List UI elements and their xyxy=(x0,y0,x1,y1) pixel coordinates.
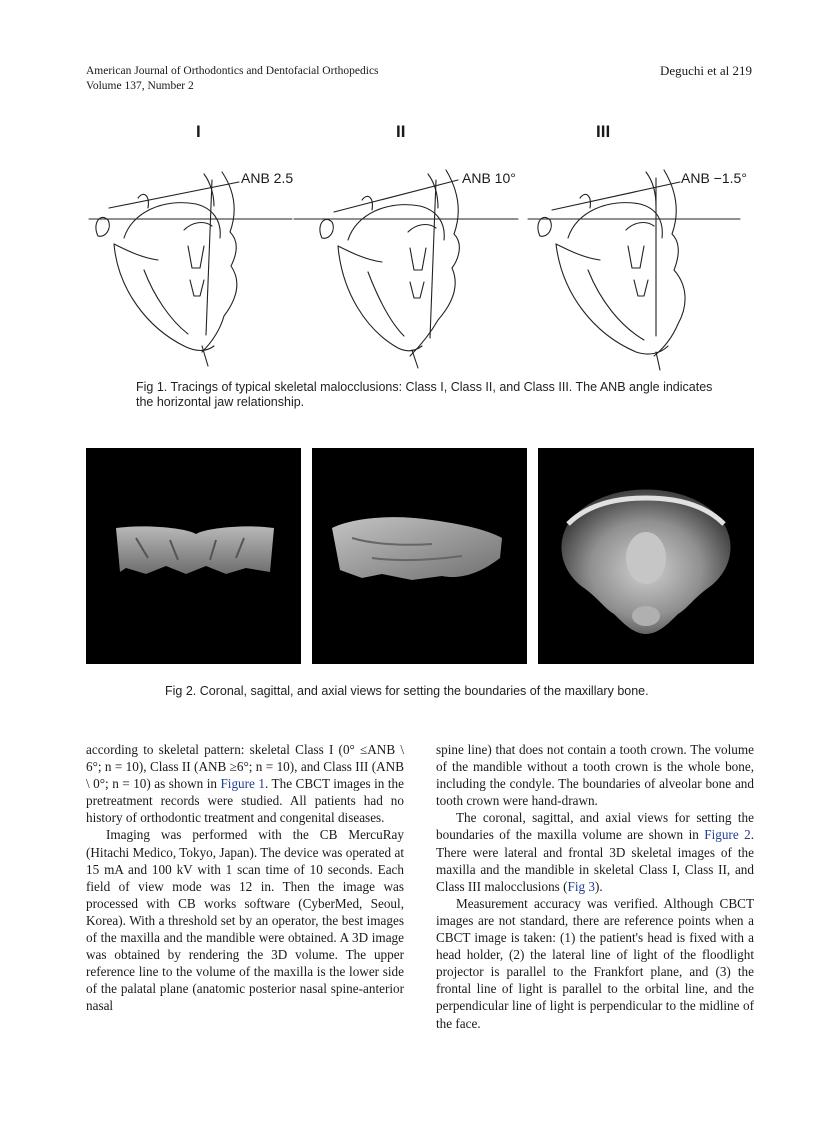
sagittal-view-image xyxy=(312,448,527,664)
sagittal-bone-render xyxy=(312,448,527,664)
anb-label-1: ANB 2.5 xyxy=(241,170,294,186)
skull-tracing-class-3 xyxy=(528,170,740,370)
paragraph: Measurement accuracy was verified. Although CBCT images are not standard, there are reference points when a CBCT image is taken: (1) the patient's head is fixed with a head holder, (2) the lateral line of light of the floodlight projector is parallel to the Frankfort plane, and (3) the frontal line of light is parallel to the orbital line, and the perpendicular line of light is perpendicular to the midline of the face. xyxy=(436,895,754,1031)
skull-tracing-class-2 xyxy=(294,170,518,368)
anb-label-2: ANB 10° xyxy=(462,170,516,186)
paragraph: according to skeletal pattern: skeletal Class I (0° ≤ANB \ 6°; n = 10), Class II (ANB ≥6°; n = 10), and Class III (ANB \ 0°; n = 10) as shown in Figure 1. The CBCT images in the pretreatment records were studied. All patients had no history of orthodontic treatment and congenital diseases. xyxy=(86,742,404,826)
skull-tracing-class-1 xyxy=(89,172,292,366)
axial-bone-render xyxy=(538,448,754,664)
journal-volume: Volume 137, Number 2 xyxy=(86,80,194,92)
coronal-bone-render xyxy=(86,448,301,664)
panel-numeral-2: II xyxy=(396,122,406,141)
axial-view-image xyxy=(538,448,754,664)
body-column-left xyxy=(86,741,404,1015)
tracings-drawing xyxy=(84,120,754,378)
paragraph: The coronal, sagittal, and axial views for setting the boundaries of the maxilla volume are shown in Figure 2. There were lateral and frontal 3D skeletal images of the maxilla and the mandible in skeletal Class I, Class II, and Class III malocclusions (Fig 3). xyxy=(436,810,754,894)
running-header-journal xyxy=(86,64,379,94)
figure-1-link[interactable]: Figure 1 xyxy=(220,776,265,792)
figure-2-link[interactable]: Figure 2 xyxy=(704,827,751,843)
paragraph: spine line) that does not contain a tooth crown. The volume of the mandible without a tooth crown is the whole bone, including the condyle. The boundaries of alveolar bone and tooth crown were hand-drawn. xyxy=(436,742,754,809)
figure-1-caption: Fig 1. Tracings of typical skeletal malocclusions: Class I, Class II, and Class III. The ANB angle indicates the horizontal jaw relationship. xyxy=(136,380,713,409)
figure-1 xyxy=(84,120,754,378)
journal-title: American Journal of Orthodontics and Dentofacial Orthopedics xyxy=(86,65,379,77)
figure-2-caption: Fig 2. Coronal, sagittal, and axial views for setting the boundaries of the maxillary bone. xyxy=(165,684,649,698)
panel-numeral-3: III xyxy=(596,122,611,141)
paragraph: Imaging was performed with the CB MercuRay (Hitachi Medico, Tokyo, Japan). The device was operated at 15 mA and 100 kV with 1 scan time of 10 seconds. Each field of view mode was 12 in. Then the image was processed with CB works software (CyberMed, Seoul, Korea). With a threshold set by an operator, the best images of the maxilla and the mandible were obtained. A 3D image was obtained by rendering the 3D volume. The upper reference line to the volume of the maxilla is the lower side of the palatal plane (anatomic posterior nasal spine-anterior nasal xyxy=(86,827,404,1014)
figure-3-link[interactable]: Fig 3 xyxy=(567,878,595,894)
coronal-view-image xyxy=(86,448,301,664)
anb-label-3: ANB −1.5° xyxy=(681,170,747,186)
body-column-right xyxy=(436,741,754,1032)
running-header-author-page: Deguchi et al 219 xyxy=(659,63,752,78)
panel-numeral-1: I xyxy=(196,122,201,141)
